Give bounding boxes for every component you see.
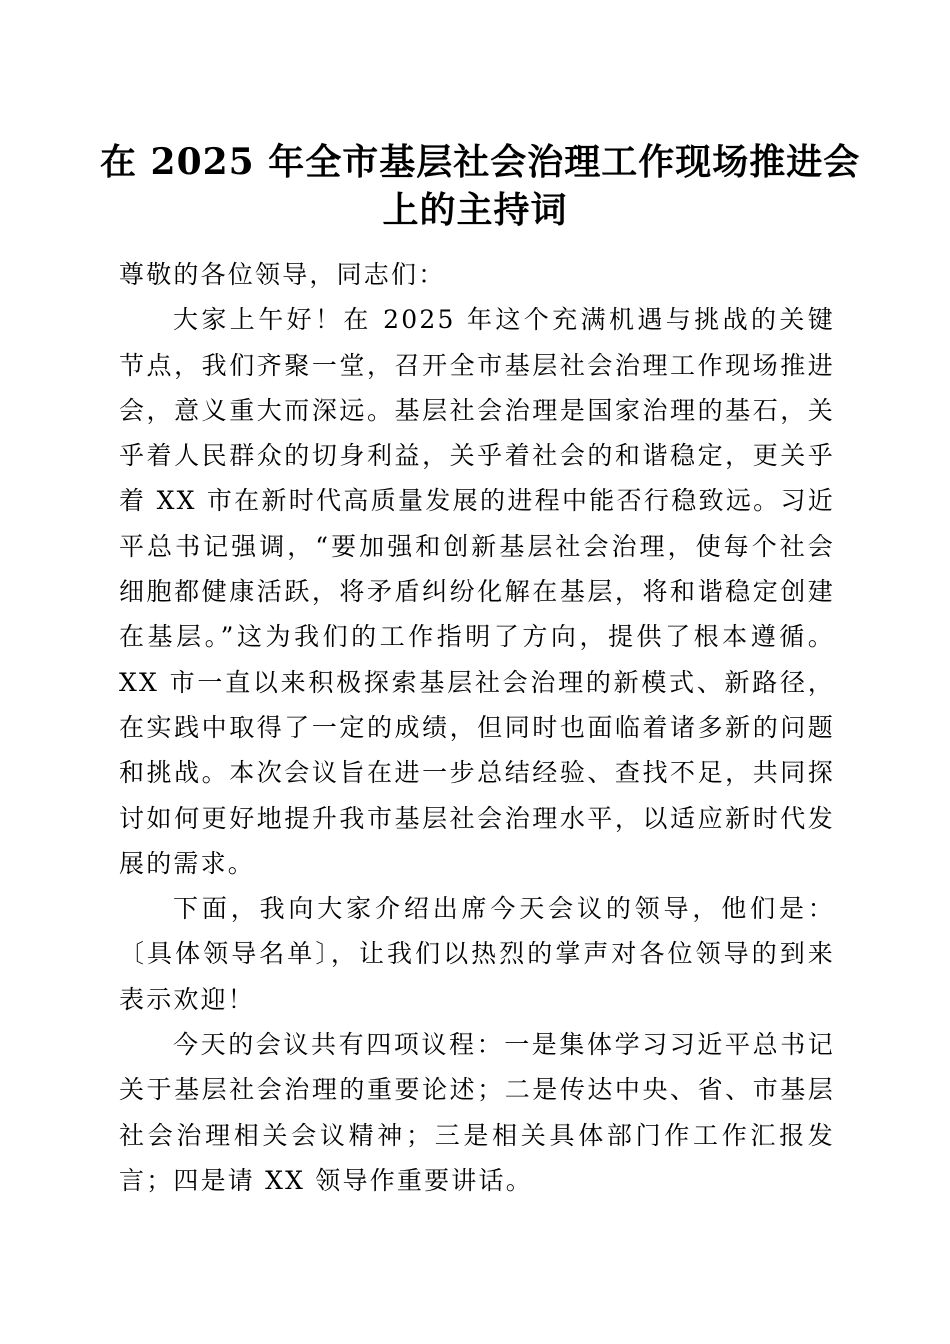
title-line-1: 在 2025 年全市基层社会治理工作现场推进会 <box>100 141 861 183</box>
paragraph-agenda: 今天的会议共有四项议程：一是集体学习习近平总书记关于基层社会治理的重要论述；二是传达中央、省、市基层社会治理相关会议精神；三是相关具体部门作工作汇报发言；四是请 XX 领导作重要讲话。 <box>119 1030 835 1195</box>
paragraph-introductions: 下面，我向大家介绍出席今天会议的领导，他们是：〔具体领导名单〕，让我们以热烈的掌声对各位领导的到来表示欢迎！ <box>119 894 835 1014</box>
salutation: 尊敬的各位领导，同志们： <box>119 260 446 289</box>
title-line-2: 上的主持词 <box>382 189 568 231</box>
paragraph-opening: 大家上午好！在 2025 年这个充满机遇与挑战的关键节点，我们齐聚一堂，召开全市基层社会治理工作现场推进会，意义重大而深远。基层社会治理是国家治理的基石，关乎着人民群众的切身利益，关乎着社会的和谐稳定，更关乎着 XX 市在新时代高质量发展的进程中能否行稳致远。习近平总书记强调，“要加强和创新基层社会治理，使每个社会细胞都健康活跃，将矛盾纠纷化解在基层，将和谐稳定创建在基层。”这为我们的工作指明了方向，提供了根本遵循。XX 市一直以来积极探索基层社会治理的新模式、新路径，在实践中取得了一定的成绩，但同时也面临着诸多新的问题和挑战。本次会议旨在进一步总结经验、查找不足，共同探讨如何更好地提升我市基层社会治理水平，以适应新时代发展的需求。 <box>119 305 835 878</box>
document-body <box>119 252 835 1203</box>
document-title <box>100 138 861 234</box>
